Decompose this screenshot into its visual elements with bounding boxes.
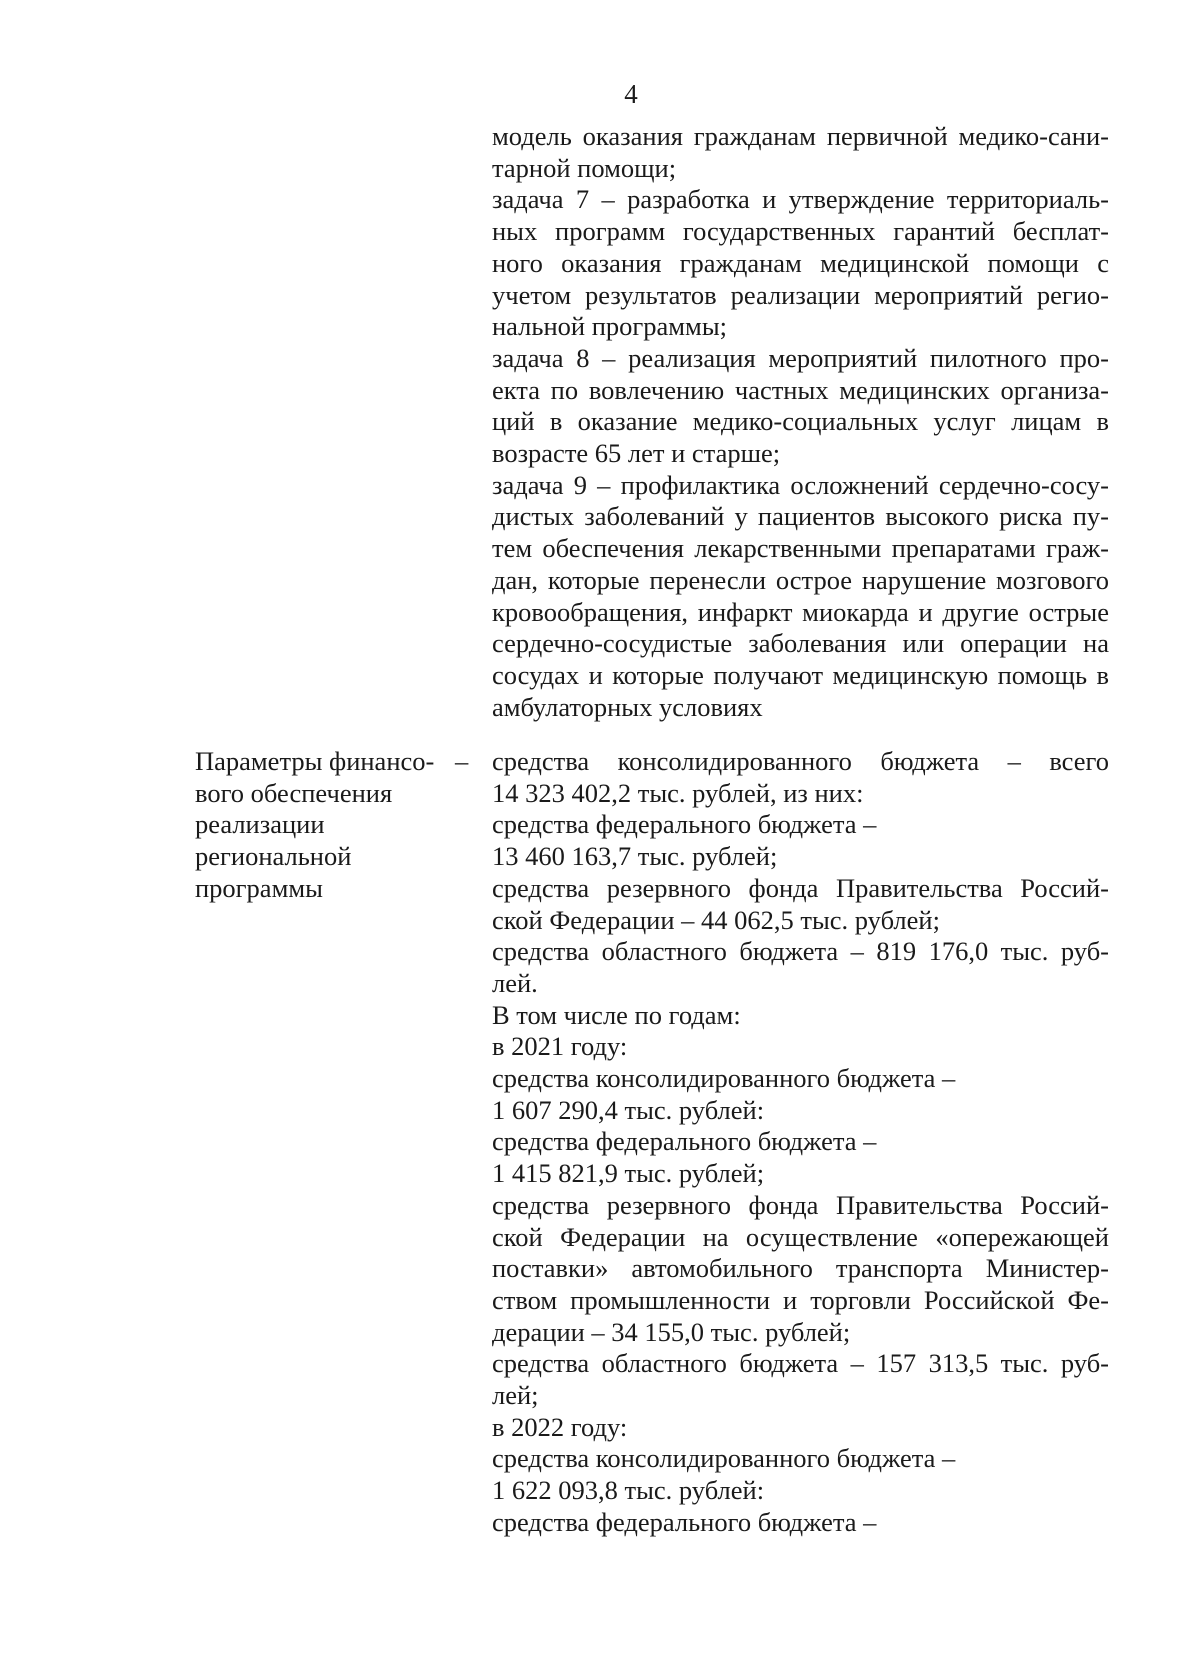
text-line: 13 460 163,7 тыс. рублей; [492, 841, 778, 872]
text-line: ской Федерации на осуществление «опережающей [492, 1221, 1109, 1252]
text-line: 1 622 093,8 тыс. рублей: [492, 1475, 765, 1506]
label-line: Параметры финансо- [195, 746, 435, 776]
text-line: дерации – 34 155,0 тыс. рублей; [492, 1316, 851, 1347]
text-line: в 2022 году: [492, 1411, 628, 1442]
text-line: средства федерального бюджета – [492, 809, 877, 840]
text-line: поставки» автомобильного транспорта Министер- [492, 1253, 1109, 1284]
text-line: средства консолидированного бюджета – [492, 1063, 956, 1094]
text-line: средства областного бюджета – 157 313,5 тыс. руб- [492, 1348, 1109, 1379]
text-line: средства областного бюджета – 819 176,0 тыс. руб- [492, 936, 1109, 967]
financing-label [195, 746, 495, 905]
text-line: 1 607 290,4 тыс. рублей: [492, 1094, 765, 1125]
text-line: средства консолидированного бюджета – всего [492, 746, 1109, 776]
page-number: 4 [624, 79, 638, 109]
text-line: задача 8 – реализация мероприятий пилотного про- [492, 342, 1109, 373]
text-line: тарной помощи; [492, 152, 677, 183]
text-line: модель оказания гражданам первичной медико-сани- [492, 121, 1109, 151]
text-line: дан, которые перенесли острое нарушение мозгового [492, 564, 1109, 595]
text-line: ций в оказание медико-социальных услуг лицам в [492, 406, 1109, 437]
text-line: средства резервного фонда Правительства Россий- [492, 872, 1109, 903]
label-line: региональной [195, 841, 352, 872]
text-line: средства консолидированного бюджета – [492, 1443, 956, 1474]
text-line: сосудах и которые получают медицинскую помощь в [492, 659, 1109, 690]
label-line: программы [195, 872, 323, 903]
text-line: кровообращения, инфаркт миокарда и другие острые [492, 596, 1109, 627]
text-line: ных программ государственных гарантий бесплат- [492, 216, 1109, 247]
text-line: 1 415 821,9 тыс. рублей; [492, 1158, 765, 1189]
financing-text-block [492, 746, 1109, 1539]
text-line: лей. [492, 967, 538, 998]
text-line: В том числе по годам: [492, 999, 741, 1030]
text-line: лей; [492, 1380, 539, 1411]
text-line: сердечно-сосудистые заболевания или операции на [492, 628, 1109, 659]
text-line: 14 323 402,2 тыс. рублей, из них: [492, 777, 864, 808]
text-line: нальной программы; [492, 311, 727, 342]
text-line: екта по вовлечению частных медицинских организа- [492, 374, 1109, 405]
text-line: средства федерального бюджета – [492, 1506, 877, 1537]
text-line: амбулаторных условиях [492, 691, 763, 722]
label-line: реализации [195, 809, 325, 840]
text-line: ской Федерации – 44 062,5 тыс. рублей; [492, 904, 940, 935]
text-line: учетом результатов реализации мероприятий регио- [492, 279, 1109, 310]
text-line: задача 9 – профилактика осложнений сердечно-сосу- [492, 469, 1109, 500]
separator-dash: – [455, 746, 469, 776]
text-line: средства федерального бюджета – [492, 1126, 877, 1157]
tasks-text-block [492, 121, 1109, 723]
text-line: задача 7 – разработка и утверждение территориаль- [492, 184, 1109, 215]
text-line: ного оказания гражданам медицинской помощи с [492, 247, 1109, 278]
text-line: дистых заболеваний у пациентов высокого риска пу- [492, 501, 1109, 532]
text-line: тем обеспечения лекарственными препаратами граж- [492, 533, 1109, 564]
text-line: средства резервного фонда Правительства Россий- [492, 1189, 1109, 1220]
text-line: в 2021 году: [492, 1031, 628, 1062]
label-line: вого обеспечения [195, 777, 393, 808]
text-line: ством промышленности и торговли Российской Фе- [492, 1284, 1109, 1315]
text-line: возрасте 65 лет и старше; [492, 438, 781, 469]
